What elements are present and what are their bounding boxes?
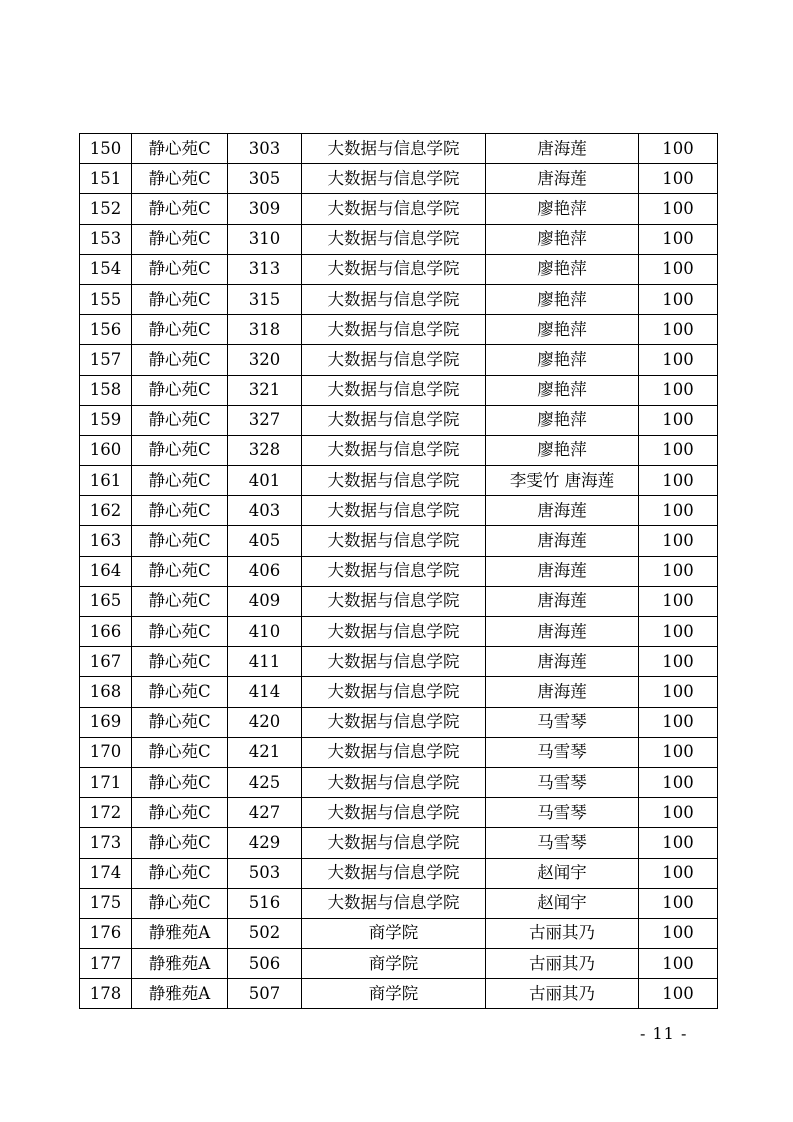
row-number-cell: 157 [80, 345, 132, 375]
score-cell: 100 [639, 345, 718, 375]
table-row [80, 556, 718, 586]
building-cell: 静心苑C [132, 677, 228, 707]
score-cell: 100 [639, 888, 718, 918]
college-cell: 大数据与信息学院 [302, 315, 486, 345]
building-cell: 静心苑C [132, 526, 228, 556]
score-cell: 100 [639, 466, 718, 496]
college-cell: 大数据与信息学院 [302, 164, 486, 194]
college-cell: 大数据与信息学院 [302, 134, 486, 164]
score-cell: 100 [639, 254, 718, 284]
college-cell: 大数据与信息学院 [302, 224, 486, 254]
college-cell: 商学院 [302, 979, 486, 1009]
score-cell: 100 [639, 737, 718, 767]
counselor-cell: 唐海莲 [486, 677, 639, 707]
college-cell: 大数据与信息学院 [302, 707, 486, 737]
room-number-cell: 516 [228, 888, 302, 918]
counselor-cell: 唐海莲 [486, 617, 639, 647]
college-cell: 大数据与信息学院 [302, 435, 486, 465]
building-cell: 静心苑C [132, 767, 228, 797]
row-number-cell: 174 [80, 858, 132, 888]
room-number-cell: 406 [228, 556, 302, 586]
college-cell: 大数据与信息学院 [302, 526, 486, 556]
room-number-cell: 327 [228, 405, 302, 435]
building-cell: 静雅苑A [132, 918, 228, 948]
score-cell: 100 [639, 405, 718, 435]
building-cell: 静心苑C [132, 224, 228, 254]
room-number-cell: 420 [228, 707, 302, 737]
table-row [80, 949, 718, 979]
building-cell: 静心苑C [132, 194, 228, 224]
counselor-cell: 廖艳萍 [486, 315, 639, 345]
score-cell: 100 [639, 164, 718, 194]
room-number-cell: 405 [228, 526, 302, 556]
college-cell: 大数据与信息学院 [302, 405, 486, 435]
counselor-cell: 古丽其乃 [486, 918, 639, 948]
table-row [80, 858, 718, 888]
score-cell: 100 [639, 949, 718, 979]
table-row [80, 677, 718, 707]
building-cell: 静心苑C [132, 556, 228, 586]
building-cell: 静心苑C [132, 647, 228, 677]
counselor-cell: 唐海莲 [486, 556, 639, 586]
college-cell: 大数据与信息学院 [302, 888, 486, 918]
building-cell: 静心苑C [132, 405, 228, 435]
counselor-cell: 廖艳萍 [486, 194, 639, 224]
college-cell: 大数据与信息学院 [302, 556, 486, 586]
table-row [80, 254, 718, 284]
counselor-cell: 唐海莲 [486, 647, 639, 677]
counselor-cell: 唐海莲 [486, 164, 639, 194]
row-number-cell: 164 [80, 556, 132, 586]
table-row [80, 647, 718, 677]
row-number-cell: 160 [80, 435, 132, 465]
row-number-cell: 178 [80, 979, 132, 1009]
counselor-cell: 唐海莲 [486, 586, 639, 616]
college-cell: 大数据与信息学院 [302, 798, 486, 828]
table-row [80, 737, 718, 767]
room-number-cell: 411 [228, 647, 302, 677]
row-number-cell: 175 [80, 888, 132, 918]
score-cell: 100 [639, 979, 718, 1009]
room-number-cell: 409 [228, 586, 302, 616]
room-number-cell: 427 [228, 798, 302, 828]
college-cell: 大数据与信息学院 [302, 586, 486, 616]
row-number-cell: 150 [80, 134, 132, 164]
table-row [80, 405, 718, 435]
building-cell: 静心苑C [132, 345, 228, 375]
building-cell: 静心苑C [132, 375, 228, 405]
row-number-cell: 162 [80, 496, 132, 526]
building-cell: 静心苑C [132, 134, 228, 164]
table-row [80, 466, 718, 496]
building-cell: 静心苑C [132, 315, 228, 345]
building-cell: 静心苑C [132, 586, 228, 616]
college-cell: 商学院 [302, 918, 486, 948]
college-cell: 大数据与信息学院 [302, 375, 486, 405]
dormitory-score-table [79, 133, 718, 1009]
score-cell: 100 [639, 918, 718, 948]
counselor-cell: 廖艳萍 [486, 254, 639, 284]
room-number-cell: 502 [228, 918, 302, 948]
table-row [80, 435, 718, 465]
room-number-cell: 421 [228, 737, 302, 767]
building-cell: 静心苑C [132, 737, 228, 767]
college-cell: 大数据与信息学院 [302, 828, 486, 858]
room-number-cell: 401 [228, 466, 302, 496]
counselor-cell: 马雪琴 [486, 798, 639, 828]
row-number-cell: 177 [80, 949, 132, 979]
table-row [80, 979, 718, 1009]
table-row [80, 617, 718, 647]
room-number-cell: 425 [228, 767, 302, 797]
counselor-cell: 廖艳萍 [486, 284, 639, 314]
counselor-cell: 廖艳萍 [486, 435, 639, 465]
row-number-cell: 153 [80, 224, 132, 254]
counselor-cell: 马雪琴 [486, 828, 639, 858]
row-number-cell: 166 [80, 617, 132, 647]
row-number-cell: 171 [80, 767, 132, 797]
score-cell: 100 [639, 194, 718, 224]
table-row [80, 526, 718, 556]
score-cell: 100 [639, 496, 718, 526]
row-number-cell: 163 [80, 526, 132, 556]
counselor-cell: 唐海莲 [486, 496, 639, 526]
table-row [80, 767, 718, 797]
room-number-cell: 403 [228, 496, 302, 526]
building-cell: 静心苑C [132, 858, 228, 888]
college-cell: 大数据与信息学院 [302, 496, 486, 526]
college-cell: 大数据与信息学院 [302, 617, 486, 647]
college-cell: 大数据与信息学院 [302, 466, 486, 496]
table-row [80, 224, 718, 254]
table-row [80, 194, 718, 224]
college-cell: 大数据与信息学院 [302, 767, 486, 797]
counselor-cell: 李雯竹 唐海莲 [486, 466, 639, 496]
room-number-cell: 303 [228, 134, 302, 164]
row-number-cell: 152 [80, 194, 132, 224]
room-number-cell: 503 [228, 858, 302, 888]
room-number-cell: 429 [228, 828, 302, 858]
building-cell: 静心苑C [132, 496, 228, 526]
table-body [80, 134, 718, 1009]
counselor-cell: 廖艳萍 [486, 224, 639, 254]
counselor-cell: 赵闻宇 [486, 858, 639, 888]
score-cell: 100 [639, 828, 718, 858]
college-cell: 大数据与信息学院 [302, 858, 486, 888]
room-number-cell: 318 [228, 315, 302, 345]
college-cell: 大数据与信息学院 [302, 647, 486, 677]
table-row [80, 375, 718, 405]
score-cell: 100 [639, 586, 718, 616]
table-row [80, 586, 718, 616]
building-cell: 静心苑C [132, 798, 228, 828]
page-number: - 11 - [640, 1024, 688, 1043]
building-cell: 静心苑C [132, 828, 228, 858]
building-cell: 静心苑C [132, 254, 228, 284]
counselor-cell: 马雪琴 [486, 737, 639, 767]
room-number-cell: 507 [228, 979, 302, 1009]
table-row [80, 496, 718, 526]
counselor-cell: 唐海莲 [486, 134, 639, 164]
counselor-cell: 马雪琴 [486, 767, 639, 797]
table-row [80, 828, 718, 858]
room-number-cell: 328 [228, 435, 302, 465]
row-number-cell: 165 [80, 586, 132, 616]
room-number-cell: 313 [228, 254, 302, 284]
score-cell: 100 [639, 647, 718, 677]
row-number-cell: 161 [80, 466, 132, 496]
row-number-cell: 172 [80, 798, 132, 828]
room-number-cell: 309 [228, 194, 302, 224]
room-number-cell: 414 [228, 677, 302, 707]
row-number-cell: 167 [80, 647, 132, 677]
room-number-cell: 310 [228, 224, 302, 254]
table-row [80, 888, 718, 918]
table-row [80, 164, 718, 194]
college-cell: 商学院 [302, 949, 486, 979]
building-cell: 静心苑C [132, 707, 228, 737]
table-row [80, 345, 718, 375]
table-row [80, 134, 718, 164]
score-cell: 100 [639, 435, 718, 465]
row-number-cell: 173 [80, 828, 132, 858]
building-cell: 静心苑C [132, 888, 228, 918]
table-row [80, 918, 718, 948]
counselor-cell: 廖艳萍 [486, 345, 639, 375]
counselor-cell: 赵闻宇 [486, 888, 639, 918]
college-cell: 大数据与信息学院 [302, 254, 486, 284]
row-number-cell: 155 [80, 284, 132, 314]
score-cell: 100 [639, 707, 718, 737]
room-number-cell: 410 [228, 617, 302, 647]
row-number-cell: 158 [80, 375, 132, 405]
score-cell: 100 [639, 375, 718, 405]
college-cell: 大数据与信息学院 [302, 677, 486, 707]
row-number-cell: 169 [80, 707, 132, 737]
room-number-cell: 305 [228, 164, 302, 194]
building-cell: 静心苑C [132, 284, 228, 314]
counselor-cell: 马雪琴 [486, 707, 639, 737]
score-cell: 100 [639, 134, 718, 164]
score-cell: 100 [639, 677, 718, 707]
score-cell: 100 [639, 224, 718, 254]
row-number-cell: 151 [80, 164, 132, 194]
building-cell: 静心苑C [132, 164, 228, 194]
table-row [80, 707, 718, 737]
counselor-cell: 古丽其乃 [486, 979, 639, 1009]
counselor-cell: 唐海莲 [486, 526, 639, 556]
score-cell: 100 [639, 617, 718, 647]
score-cell: 100 [639, 556, 718, 586]
room-number-cell: 506 [228, 949, 302, 979]
college-cell: 大数据与信息学院 [302, 284, 486, 314]
college-cell: 大数据与信息学院 [302, 737, 486, 767]
row-number-cell: 154 [80, 254, 132, 284]
score-cell: 100 [639, 858, 718, 888]
table-row [80, 284, 718, 314]
score-cell: 100 [639, 526, 718, 556]
building-cell: 静心苑C [132, 435, 228, 465]
score-cell: 100 [639, 315, 718, 345]
row-number-cell: 176 [80, 918, 132, 948]
counselor-cell: 廖艳萍 [486, 405, 639, 435]
college-cell: 大数据与信息学院 [302, 194, 486, 224]
room-number-cell: 320 [228, 345, 302, 375]
row-number-cell: 159 [80, 405, 132, 435]
room-number-cell: 321 [228, 375, 302, 405]
counselor-cell: 廖艳萍 [486, 375, 639, 405]
score-cell: 100 [639, 798, 718, 828]
college-cell: 大数据与信息学院 [302, 345, 486, 375]
building-cell: 静雅苑A [132, 949, 228, 979]
building-cell: 静心苑C [132, 617, 228, 647]
row-number-cell: 170 [80, 737, 132, 767]
row-number-cell: 156 [80, 315, 132, 345]
counselor-cell: 古丽其乃 [486, 949, 639, 979]
row-number-cell: 168 [80, 677, 132, 707]
table-row [80, 315, 718, 345]
building-cell: 静雅苑A [132, 979, 228, 1009]
room-number-cell: 315 [228, 284, 302, 314]
score-cell: 100 [639, 767, 718, 797]
building-cell: 静心苑C [132, 466, 228, 496]
table-row [80, 798, 718, 828]
score-cell: 100 [639, 284, 718, 314]
